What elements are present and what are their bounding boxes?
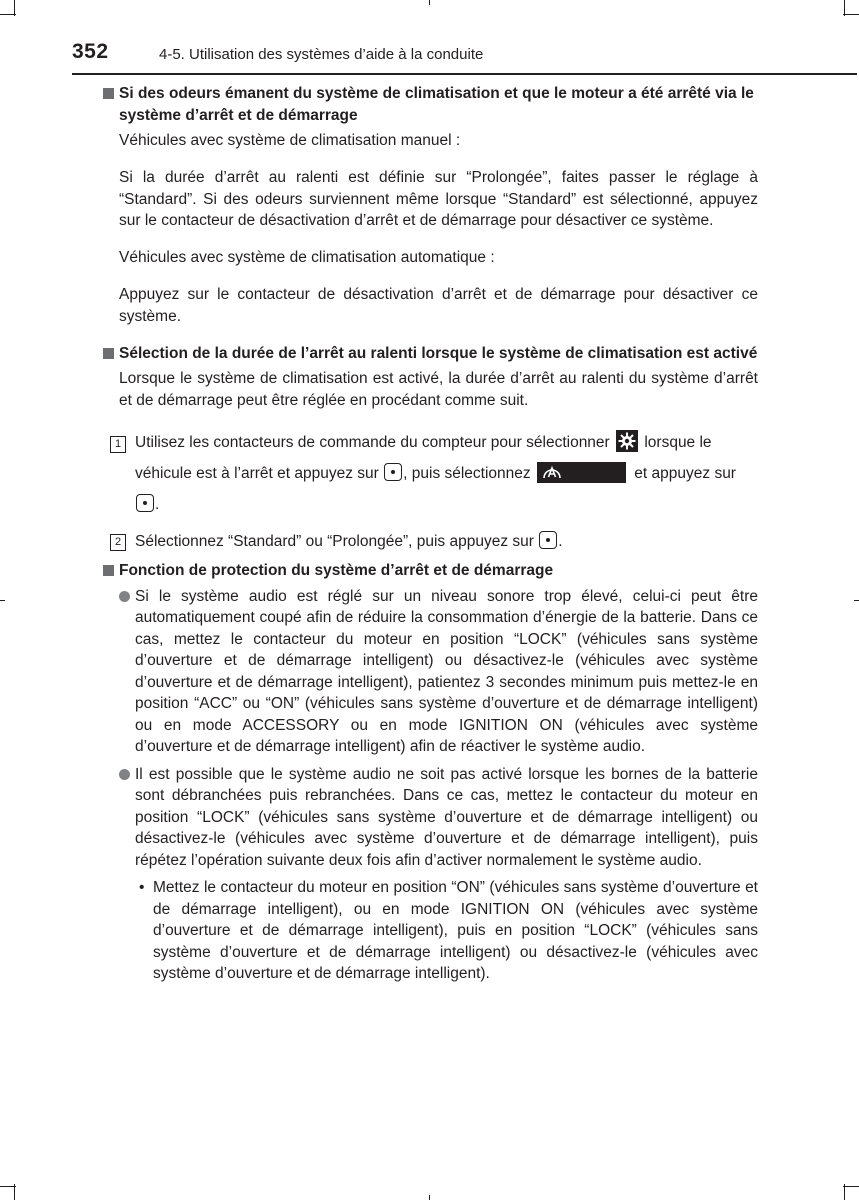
section-heading bbox=[103, 83, 758, 126]
auto-stop-start-icon bbox=[537, 462, 626, 483]
step-number: 2 bbox=[110, 534, 126, 551]
page-number: 352 bbox=[72, 40, 109, 63]
crop-mark bbox=[843, 14, 859, 15]
step-text: Utilisez les contacteurs de commande du compteur pour sélectionner bbox=[135, 433, 610, 451]
section-marker-icon bbox=[103, 348, 114, 359]
paragraph: Véhicules avec système de climatisation manuel : bbox=[119, 132, 461, 149]
crop-mark bbox=[429, 1195, 430, 1200]
step-text: , puis sélectionnez bbox=[403, 464, 531, 482]
sub-bullet-marker: • bbox=[139, 879, 145, 896]
gear-icon bbox=[616, 430, 638, 452]
crop-mark bbox=[843, 1186, 859, 1187]
paragraph: Appuyez sur le contacteur de désactivation d’arrêt et de démarrage pour désactiver ce système. bbox=[119, 286, 758, 325]
paragraph: Lorsque le système de climatisation est activé, la durée d’arrêt au ralenti du système d’arrêt et de démarrage peut être réglée en procédant comme suit. bbox=[119, 370, 758, 409]
control-button-icon bbox=[384, 463, 402, 481]
page-body bbox=[103, 83, 758, 985]
step-number: 1 bbox=[110, 436, 126, 453]
crop-mark bbox=[844, 1184, 845, 1200]
list-item-text: Si le système audio est réglé sur un niveau sonore trop élevé, celui-ci peut être automatiquement coupé afin de réduire la consommation d’énergie de la batterie. Dans ce cas, mettez le contacteur du moteur en position “LOCK” (véhicules sans système d’ouverture et de démarrage intelligent) ou désactivez-le (véhicules avec système d’ouverture et de démarrage intelligent), patientez 3 secondes minimum puis mettez-le en position “ACC” ou “ON” (véhicules sans système d’ouverture et de démarrage intelligent) ou en mode ACCESSORY ou en mode IGNITION ON (véhicules avec système d’ouverture et de démarrage intelligent) afin de réactiver le système audio. bbox=[135, 587, 758, 755]
crop-mark bbox=[14, 1184, 15, 1200]
section-marker-icon bbox=[103, 565, 114, 576]
crop-mark bbox=[14, 0, 15, 16]
section-heading-text: Sélection de la durée de l’arrêt au ralenti lorsque le système de climatisation est activé bbox=[119, 344, 758, 362]
control-button-icon bbox=[136, 494, 154, 512]
step-2 bbox=[103, 531, 758, 553]
section-heading-text: Si des odeurs émanent du système de climatisation et que le moteur a été arrêté via le système d’arrêt et de démarrage bbox=[119, 85, 754, 124]
paragraph: Si la durée d’arrêt au ralenti est définie sur “Prolongée”, faites passer le réglage à “Standard”. Si des odeurs surviennent même lorsque “Standard” est sélectionné, appuyez sur le contacteur de désactivation d’arrêt et de démarrage pour désactiver ce système. bbox=[119, 169, 758, 229]
control-button-icon bbox=[539, 531, 557, 549]
list-item bbox=[103, 586, 758, 758]
chapter-title: 4-5. Utilisation des systèmes d’aide à la conduite bbox=[159, 46, 484, 63]
list-item-text: Il est possible que le système audio ne soit pas activé lorsque les bornes de la batterie sont débranchées puis rebranchées. Dans ce cas, mettez le contacteur du moteur en position “LOCK” (véhicules sans système d’ouverture et de démarrage intelligent) ou désactivez-le (véhicules avec système d’ouverture et de démarrage intelligent), puis répétez l’opération suivante deux fois afin d’activer normalement le système audio. bbox=[135, 765, 758, 869]
section-heading-text: Fonction de protection du système d’arrêt et de démarrage bbox=[119, 562, 554, 579]
crop-mark bbox=[429, 0, 430, 5]
bullet-icon bbox=[119, 769, 130, 780]
step-text: . bbox=[155, 495, 160, 513]
list-item bbox=[103, 764, 758, 872]
step-text: et appuyez sur bbox=[634, 464, 736, 482]
section-marker-icon bbox=[103, 88, 114, 99]
header-rule bbox=[72, 73, 857, 75]
crop-mark bbox=[844, 0, 845, 16]
section-heading bbox=[103, 343, 758, 365]
bullet-icon bbox=[119, 591, 130, 602]
step-text: . bbox=[558, 532, 563, 550]
section-heading bbox=[103, 560, 758, 582]
sub-list-item-text: Mettez le contacteur du moteur en position “ON” (véhicules sans système d’ouverture et de démarrage intelligent), ou en mode IGNITION ON (véhicules avec système d’ouverture et de démarrage intelligent), puis en position “LOCK” (véhicules sans système d’ouverture et de démarrage intelligent) ou désactivez-le (véhicules avec système d’ouverture et de démarrage intelligent). bbox=[153, 879, 758, 982]
crop-mark bbox=[854, 600, 859, 601]
step-text: Sélectionnez “Standard” ou “Prolongée”, puis appuyez sur bbox=[135, 532, 534, 550]
step-1 bbox=[103, 427, 758, 520]
page-header bbox=[72, 40, 856, 74]
sub-list-item bbox=[103, 877, 758, 985]
paragraph: Véhicules avec système de climatisation automatique : bbox=[119, 249, 495, 266]
step-text: lorsque le véhicule est à l’arrêt et appuyez sur bbox=[135, 433, 712, 482]
crop-mark bbox=[0, 600, 5, 601]
